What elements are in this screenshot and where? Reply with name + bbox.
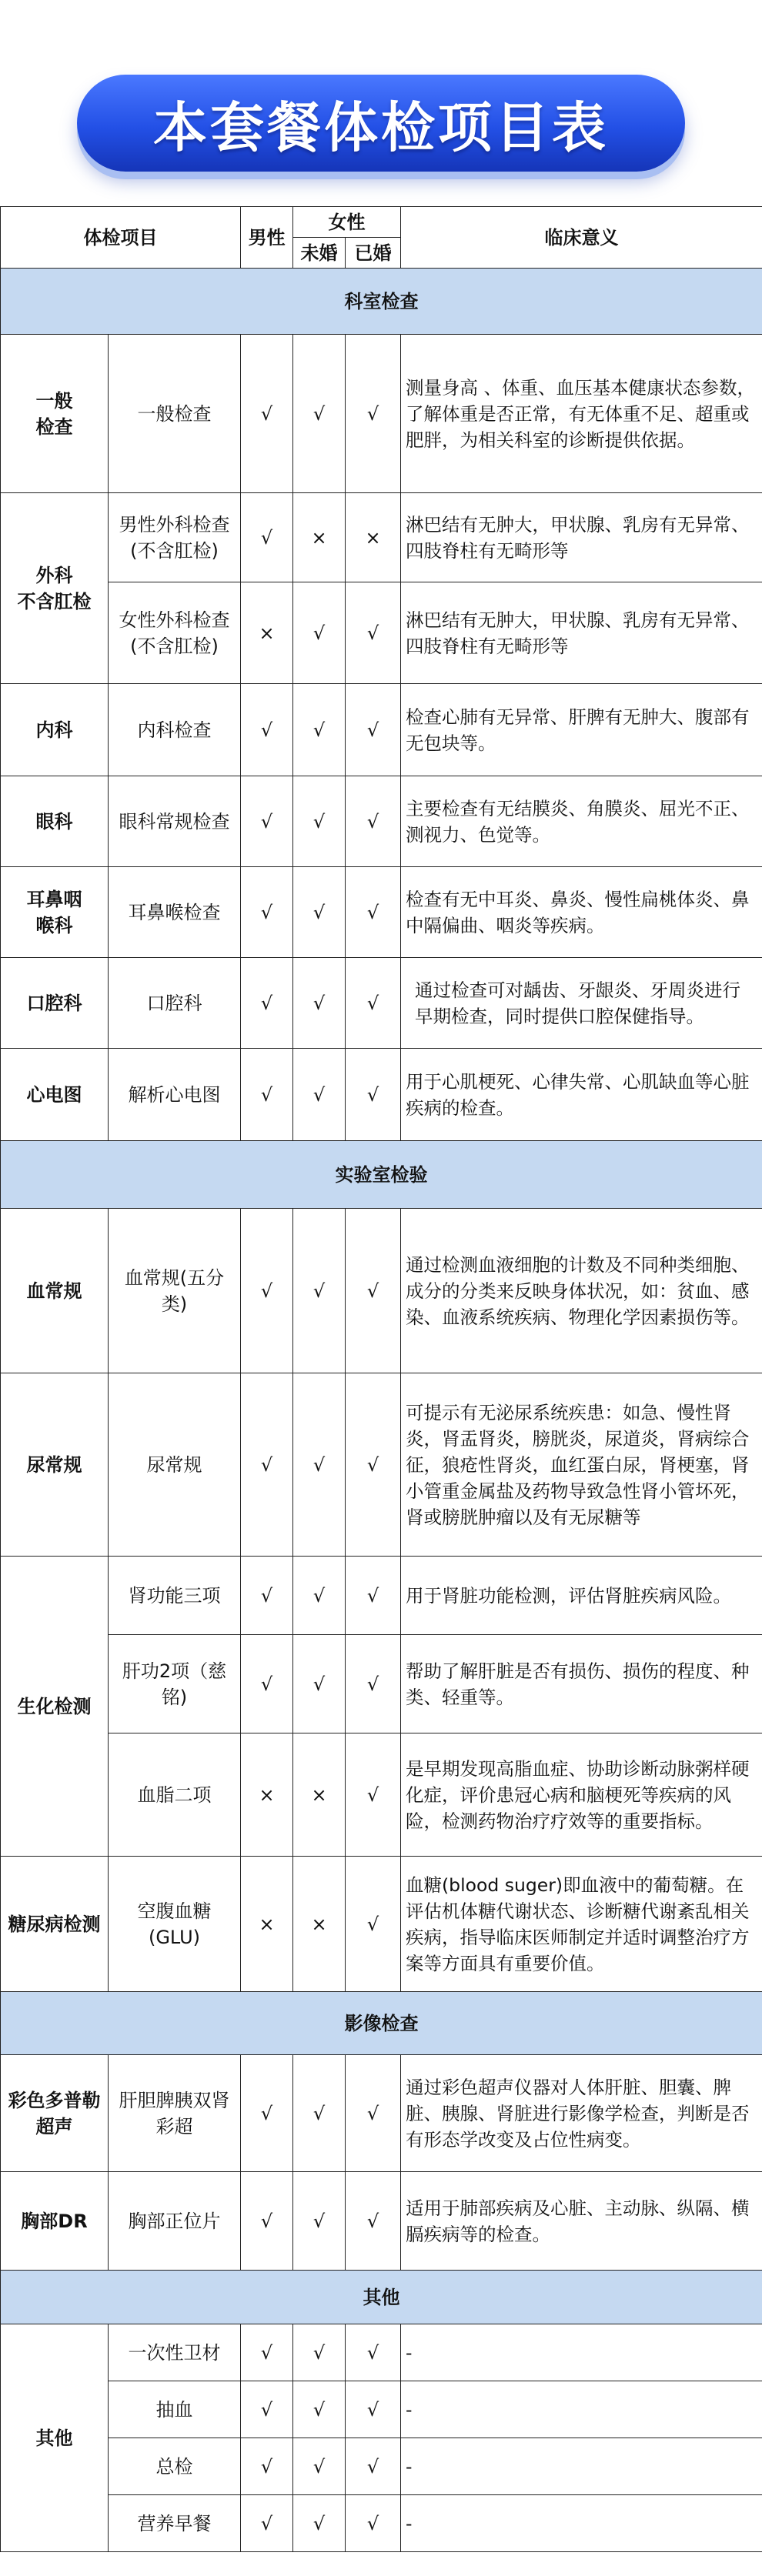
header-meaning: 临床意义	[401, 207, 762, 269]
header-married: 已婚	[346, 238, 401, 269]
mark-male: √	[241, 1373, 293, 1557]
mark-unmarried: √	[293, 2055, 346, 2172]
item-label: 男性外科检查 (不含肛检)	[119, 513, 230, 562]
item-dr: 胸部正位片	[109, 2172, 241, 2271]
item-blood	[109, 1209, 241, 1373]
meaning-blood: 通过检测血液细胞的计数及不同种类细胞、成分的分类来反映身体状况，如：贫血、感染、血液系统疾病、物理化学因素损伤等。	[401, 1209, 762, 1373]
mark-male: √	[241, 493, 293, 582]
category-internal: 内科	[1, 684, 109, 776]
meaning-diabetes: 血糖(blood suger)即血液中的葡萄糖。在评估机体糖代谢状态、诊断糖代谢紊乱相关疾病，指导临床医师制定并适时调整治疗方案等方面具有重要价值。	[401, 1857, 762, 1992]
mark-married: √	[346, 1635, 401, 1733]
mark-male: √	[241, 958, 293, 1049]
mark-male: √	[241, 684, 293, 776]
item-label: 血常规(五分 类)	[124, 1266, 225, 1315]
page-title: 本套餐体检项目表	[153, 95, 609, 159]
category-label: 耳鼻咽 喉科	[26, 888, 82, 936]
category-label: 一般 检查	[35, 389, 73, 438]
category-ecg: 心电图	[1, 1049, 109, 1141]
mark-unmarried: √	[293, 2172, 346, 2271]
category-biochem: 生化检测	[1, 1557, 109, 1857]
mark-male: ×	[241, 582, 293, 684]
mark-unmarried: √	[293, 2381, 346, 2438]
mark-unmarried: ×	[293, 1857, 346, 1992]
item-internal: 内科检查	[109, 684, 241, 776]
item-blood-draw: 抽血	[109, 2381, 241, 2438]
meaning-supplies: -	[401, 2324, 762, 2381]
mark-married: √	[346, 958, 401, 1049]
exam-table	[0, 206, 762, 2552]
category-dr: 胸部DR	[1, 2172, 109, 2271]
mark-married: √	[346, 2438, 401, 2495]
mark-married: √	[346, 2324, 401, 2381]
mark-married: √	[346, 582, 401, 684]
mark-married: √	[346, 2495, 401, 2552]
meaning-eye: 主要检查有无结膜炎、角膜炎、屈光不正、测视力、色觉等。	[401, 776, 762, 867]
mark-married: √	[346, 1857, 401, 1992]
item-ultrasound	[109, 2055, 241, 2172]
item-breakfast: 营养早餐	[109, 2495, 241, 2552]
category-ultrasound	[1, 2055, 109, 2172]
mark-unmarried: √	[293, 2324, 346, 2381]
mark-married: √	[346, 867, 401, 958]
mark-unmarried: √	[293, 1049, 346, 1141]
header-male: 男性	[241, 207, 293, 269]
category-oral: 口腔科	[1, 958, 109, 1049]
meaning-kidney: 用于肾脏功能检测，评估肾脏疾病风险。	[401, 1557, 762, 1635]
mark-unmarried: √	[293, 1635, 346, 1733]
mark-male: √	[241, 2172, 293, 2271]
mark-married: √	[346, 2172, 401, 2271]
header-unmarried: 未婚	[293, 238, 346, 269]
mark-male: √	[241, 1557, 293, 1635]
item-ent: 耳鼻喉检查	[109, 867, 241, 958]
mark-male: ×	[241, 1733, 293, 1857]
mark-married: √	[346, 1209, 401, 1373]
mark-married: √	[346, 684, 401, 776]
mark-unmarried: √	[293, 684, 346, 776]
item-summary: 总检	[109, 2438, 241, 2495]
mark-unmarried: √	[293, 335, 346, 493]
item-diabetes	[109, 1857, 241, 1992]
mark-male: √	[241, 2495, 293, 2552]
meaning-surgery-female: 淋巴结有无肿大，甲状腺、乳房有无异常、四肢脊柱有无畸形等	[401, 582, 762, 684]
item-label: 肝胆脾胰双肾 彩超	[119, 2089, 230, 2137]
section-lab: 实验室检验	[1, 1141, 762, 1209]
category-urine: 尿常规	[1, 1373, 109, 1557]
mark-male: ×	[241, 1857, 293, 1992]
item-label: 空腹血糖 (GLU)	[137, 1900, 212, 1948]
meaning-blood-draw: -	[401, 2381, 762, 2438]
item-lipid: 血脂二项	[109, 1733, 241, 1857]
mark-male: √	[241, 776, 293, 867]
mark-married: √	[346, 776, 401, 867]
item-label: 女性外科检查 (不含肛检)	[119, 609, 230, 657]
category-diabetes: 糖尿病检测	[1, 1857, 109, 1992]
mark-male: √	[241, 2438, 293, 2495]
item-urine: 尿常规	[109, 1373, 241, 1557]
meaning-liver: 帮助了解肝脏是否有损伤、损伤的程度、种类、轻重等。	[401, 1635, 762, 1733]
meaning-breakfast: -	[401, 2495, 762, 2552]
mark-male: √	[241, 1209, 293, 1373]
mark-unmarried: √	[293, 776, 346, 867]
mark-unmarried: √	[293, 1209, 346, 1373]
mark-unmarried: √	[293, 2438, 346, 2495]
mark-married: √	[346, 1733, 401, 1857]
header-female: 女性	[293, 207, 401, 238]
meaning-surgery-male: 淋巴结有无肿大，甲状腺、乳房有无异常、四肢脊柱有无畸形等	[401, 493, 762, 582]
category-blood: 血常规	[1, 1209, 109, 1373]
mark-married: √	[346, 2055, 401, 2172]
category-eye: 眼科	[1, 776, 109, 867]
mark-married: √	[346, 2381, 401, 2438]
mark-unmarried: √	[293, 867, 346, 958]
title-banner	[77, 75, 685, 172]
meaning-internal: 检查心肺有无异常、肝脾有无肿大、腹部有无包块等。	[401, 684, 762, 776]
meaning-dr: 适用于肺部疾病及心脏、主动脉、纵隔、横膈疾病等的检查。	[401, 2172, 762, 2271]
item-general: 一般检查	[109, 335, 241, 493]
mark-unmarried: √	[293, 958, 346, 1049]
item-liver	[109, 1635, 241, 1733]
mark-unmarried: ×	[293, 1733, 346, 1857]
item-surgery-female	[109, 582, 241, 684]
item-kidney: 肾功能三项	[109, 1557, 241, 1635]
item-supplies: 一次性卫材	[109, 2324, 241, 2381]
category-surgery	[1, 493, 109, 684]
mark-unmarried: √	[293, 2495, 346, 2552]
mark-male: √	[241, 1635, 293, 1733]
section-other: 其他	[1, 2271, 762, 2324]
category-ent	[1, 867, 109, 958]
mark-male: √	[241, 867, 293, 958]
mark-married: √	[346, 1049, 401, 1141]
mark-unmarried: √	[293, 1557, 346, 1635]
item-eye: 眼科常规检查	[109, 776, 241, 867]
section-dept: 科室检查	[1, 269, 762, 335]
item-label: 肝功2项（慈 铭)	[122, 1660, 227, 1708]
mark-male: √	[241, 2381, 293, 2438]
mark-male: √	[241, 2324, 293, 2381]
meaning-summary: -	[401, 2438, 762, 2495]
category-label: 外科 不含肛检	[17, 564, 92, 612]
mark-unmarried: √	[293, 582, 346, 684]
section-imaging: 影像检查	[1, 1992, 762, 2055]
category-other: 其他	[1, 2324, 109, 2552]
mark-male: √	[241, 2055, 293, 2172]
meaning-ecg: 用于心肌梗死、心律失常、心肌缺血等心脏疾病的检查。	[401, 1049, 762, 1141]
category-general	[1, 335, 109, 493]
meaning-general: 测量身高 、体重、血压基本健康状态参数，了解体重是否正常，有无体重不足、超重或肥胖，为相关科室的诊断提供依据。	[401, 335, 762, 493]
mark-married: √	[346, 1557, 401, 1635]
mark-married: √	[346, 1373, 401, 1557]
header-item: 体检项目	[1, 207, 241, 269]
category-label: 彩色多普勒 超声	[8, 2089, 101, 2137]
meaning-ent: 检查有无中耳炎、鼻炎、慢性扁桃体炎、鼻中隔偏曲、咽炎等疾病。	[401, 867, 762, 958]
meaning-oral: 通过检查可对龋齿、牙龈炎、牙周炎进行早期检查，同时提供口腔保健指导。	[401, 958, 762, 1049]
item-surgery-male	[109, 493, 241, 582]
mark-unmarried: ×	[293, 493, 346, 582]
title-banner-area	[0, 0, 762, 206]
meaning-lipid: 是早期发现高脂血症、协助诊断动脉粥样硬化症，评价患冠心病和脑梗死等疾病的风险，检测药物治疗疗效等的重要指标。	[401, 1733, 762, 1857]
meaning-urine: 可提示有无泌尿系统疾患：如急、慢性肾炎，肾盂肾炎，膀胱炎，尿道炎，肾病综合征，狼疮性肾炎，血红蛋白尿，肾梗塞，肾小管重金属盐及药物导致急性肾小管坏死，肾或膀胱肿瘤以及有无尿糖等	[401, 1373, 762, 1557]
mark-unmarried: √	[293, 1373, 346, 1557]
mark-male: √	[241, 1049, 293, 1141]
mark-married: √	[346, 335, 401, 493]
mark-married: ×	[346, 493, 401, 582]
item-oral: 口腔科	[109, 958, 241, 1049]
mark-male: √	[241, 335, 293, 493]
item-ecg: 解析心电图	[109, 1049, 241, 1141]
meaning-ultrasound: 通过彩色超声仪器对人体肝脏、胆囊、脾脏、胰腺、肾脏进行影像学检查，判断是否有形态学改变及占位性病变。	[401, 2055, 762, 2172]
